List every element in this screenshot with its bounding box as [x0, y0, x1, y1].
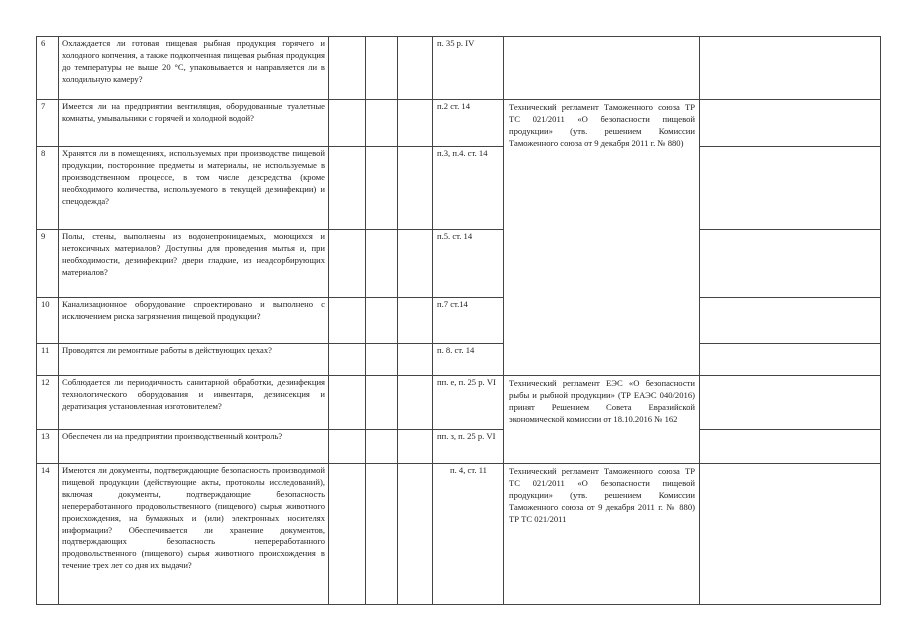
requirement-reference: пп. е, п. 25 р. VI	[433, 376, 504, 430]
answer-na-cell[interactable]	[398, 464, 433, 605]
question-cell: Канализационное оборудование спроектировано и выполнено с исключением риска загрязнения пищевой продукции?	[59, 298, 329, 344]
row-number: 12	[37, 376, 59, 430]
requirement-reference: п.2 ст. 14	[433, 100, 504, 147]
row-number: 11	[37, 344, 59, 376]
answer-na-cell[interactable]	[398, 147, 433, 230]
table-row	[37, 100, 881, 147]
notes-cell[interactable]	[700, 298, 881, 344]
notes-cell[interactable]	[700, 376, 881, 430]
answer-no-cell[interactable]	[366, 464, 398, 605]
answer-na-cell[interactable]	[398, 430, 433, 464]
answer-no-cell[interactable]	[366, 100, 398, 147]
regulation-document: Технический регламент Таможенного союза ТР ТС 021/2011 «О безопасности пищевой продукции» (утв. решением Комиссии Таможенного союза от 9 декабря 2011 г. № 880) ТР ТС 021/2011	[504, 464, 700, 605]
requirement-reference: п.7 ст.14	[433, 298, 504, 344]
table-row	[37, 344, 881, 376]
answer-no-cell[interactable]	[366, 430, 398, 464]
answer-no-cell[interactable]	[366, 344, 398, 376]
answer-no-cell[interactable]	[366, 147, 398, 230]
requirement-reference: п. 8. ст. 14	[433, 344, 504, 376]
answer-yes-cell[interactable]	[329, 376, 366, 430]
row-number: 6	[37, 37, 59, 100]
answer-na-cell[interactable]	[398, 298, 433, 344]
question-cell: Проводятся ли ремонтные работы в действующих цехах?	[59, 344, 329, 376]
table-row	[37, 376, 881, 430]
notes-cell[interactable]	[700, 147, 881, 230]
requirement-reference: п.3, п.4. ст. 14	[433, 147, 504, 230]
question-cell: Охлаждается ли готовая пищевая рыбная продукция горячего и холодного копчения, а также подкопченная пищевая рыбная продукция до температуры не выше 20 °С, упаковывается и направляется ли в холодильную камеру?	[59, 37, 329, 100]
notes-cell[interactable]	[700, 344, 881, 376]
answer-yes-cell[interactable]	[329, 298, 366, 344]
regulation-document	[504, 37, 700, 100]
question-cell: Полы, стены, выполнены из водонепроницаемых, моющихся и нетоксичных материалов? Доступны для проведения мытья и, при необходимости, дезинфекции? двери гладкие, из неадсорбирующих материалов?	[59, 230, 329, 298]
row-number: 8	[37, 147, 59, 230]
answer-yes-cell[interactable]	[329, 147, 366, 230]
answer-no-cell[interactable]	[366, 298, 398, 344]
question-cell: Соблюдается ли периодичность санитарной обработки, дезинфекция технологического оборудования и инвентаря, дезинсекция и дератизация установленная изготовителем?	[59, 376, 329, 430]
answer-no-cell[interactable]	[366, 376, 398, 430]
answer-yes-cell[interactable]	[329, 37, 366, 100]
table-row	[37, 430, 881, 464]
table-row	[37, 37, 881, 100]
regulation-document: Технический регламент Таможенного союза ТР ТС 021/2011 «О безопасности пищевой продукции» (утв. решением Комиссии Таможенного союза от 9 декабря 2011 г. № 880)	[504, 100, 700, 376]
question-cell: Хранятся ли в помещениях, используемых при производстве пищевой продукции, посторонние предметы и материалы, не используемые в производственном процессе, в том числе дезсредства (кроме необходимого количества, используемого в текущей дезинфекции) и спецодежда?	[59, 147, 329, 230]
answer-yes-cell[interactable]	[329, 464, 366, 605]
answer-na-cell[interactable]	[398, 344, 433, 376]
regulation-document: Технический регламент ЕЭС «О безопасности рыбы и рыбной продукции» (ТР ЕАЭС 040/2016) принят Решением Совета Евразийской экономической комиссии от 18.10.2016 № 162	[504, 376, 700, 464]
question-cell: Имеются ли документы, подтверждающие безопасность производимой пищевой продукции (действующие акты, протоколы исследований), включая документы, подтверждающие безопасность непереработанного продовольственного (пищевого) сырья животного происхождения, на бумажных и (или) электронных носителях информации? Обеспечивается ли хранение документов, подтверждающих безопасность непереработанного продовольственного (пищевого) сырья животного происхождения в течение трех лет со дня их выдачи?	[59, 464, 329, 605]
requirement-reference: п. 4, ст. 11	[433, 464, 504, 605]
checklist-table	[36, 36, 881, 605]
answer-no-cell[interactable]	[366, 37, 398, 100]
row-number: 9	[37, 230, 59, 298]
answer-na-cell[interactable]	[398, 376, 433, 430]
table-row	[37, 230, 881, 298]
row-number: 10	[37, 298, 59, 344]
row-number: 13	[37, 430, 59, 464]
question-cell: Имеется ли на предприятии вентиляция, оборудованные туалетные комнаты, умывальники с горячей и холодной водой?	[59, 100, 329, 147]
row-number: 7	[37, 100, 59, 147]
answer-na-cell[interactable]	[398, 100, 433, 147]
question-cell: Обеспечен ли на предприятии производственный контроль?	[59, 430, 329, 464]
answer-yes-cell[interactable]	[329, 230, 366, 298]
answer-yes-cell[interactable]	[329, 344, 366, 376]
requirement-reference: пп. з, п. 25 р. VI	[433, 430, 504, 464]
notes-cell[interactable]	[700, 430, 881, 464]
notes-cell[interactable]	[700, 100, 881, 147]
answer-yes-cell[interactable]	[329, 100, 366, 147]
table-row	[37, 464, 881, 605]
notes-cell[interactable]	[700, 37, 881, 100]
table-row	[37, 298, 881, 344]
row-number: 14	[37, 464, 59, 605]
notes-cell[interactable]	[700, 230, 881, 298]
table-row	[37, 147, 881, 230]
answer-no-cell[interactable]	[366, 230, 398, 298]
answer-na-cell[interactable]	[398, 37, 433, 100]
requirement-reference: п. 35 р. IV	[433, 37, 504, 100]
requirement-reference: п.5. ст. 14	[433, 230, 504, 298]
answer-na-cell[interactable]	[398, 230, 433, 298]
notes-cell[interactable]	[700, 464, 881, 605]
answer-yes-cell[interactable]	[329, 430, 366, 464]
